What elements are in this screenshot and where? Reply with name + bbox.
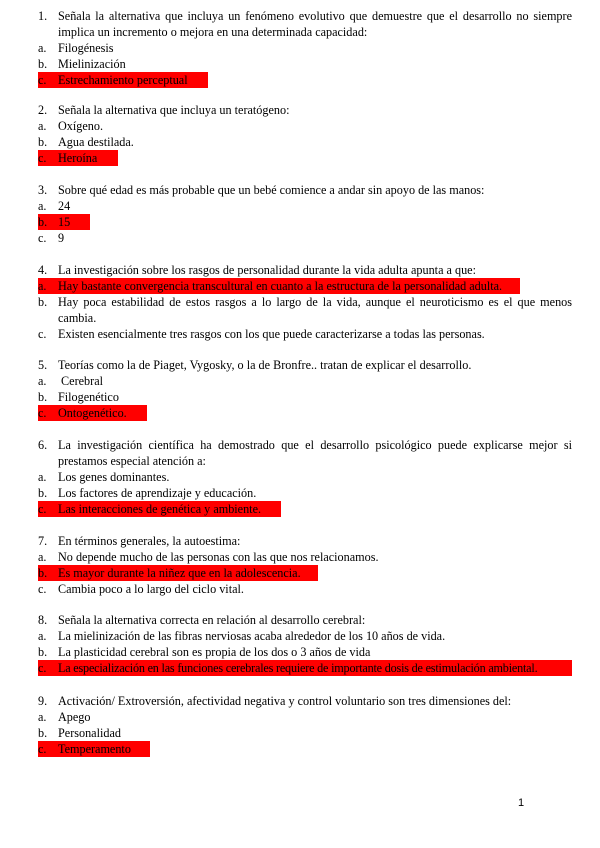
option-letter: a. bbox=[38, 470, 47, 484]
question-4 bbox=[38, 262, 572, 342]
option-c-highlighted bbox=[38, 405, 147, 421]
option-b bbox=[38, 725, 572, 741]
question-1 bbox=[38, 8, 572, 88]
option-a bbox=[38, 628, 572, 644]
option-letter: a. bbox=[38, 279, 47, 293]
option-letter: a. bbox=[38, 550, 47, 564]
option-c bbox=[38, 581, 572, 597]
option-text: Es mayor durante la niñez que en la adolescencia. bbox=[58, 566, 301, 580]
option-letter: b. bbox=[38, 215, 48, 229]
question-text: Señala la alternativa que incluya un fenómeno evolutivo que demuestre que el desarrollo no siempre implica un incremento o mejora en una determinada capacidad: bbox=[58, 9, 572, 39]
option-text: La mielinización de las fibras nerviosas acaba alrededor de los 10 años de vida. bbox=[58, 629, 446, 643]
option-c bbox=[38, 230, 572, 246]
option-text: 24 bbox=[58, 199, 71, 213]
question-text: Señala la alternativa correcta en relación al desarrollo cerebral: bbox=[58, 613, 366, 627]
question-stem bbox=[38, 182, 572, 198]
option-a-highlighted bbox=[38, 278, 520, 294]
option-b-highlighted bbox=[38, 565, 318, 581]
option-c-highlighted bbox=[38, 150, 118, 166]
option-text: Cerebral bbox=[58, 374, 104, 388]
question-text: En términos generales, la autoestima: bbox=[58, 534, 241, 548]
option-letter: b. bbox=[38, 566, 48, 580]
option-c bbox=[38, 326, 572, 342]
option-text: La especialización en las funciones cerebrales requiere de importante dosis de estimulación ambiental. bbox=[58, 661, 538, 675]
option-text: Filogenético bbox=[58, 390, 119, 404]
option-a bbox=[38, 709, 572, 725]
option-b bbox=[38, 56, 572, 72]
option-text: La plasticidad cerebral son es propia de los dos o 3 años de vida bbox=[58, 645, 371, 659]
option-letter: c. bbox=[38, 327, 47, 341]
option-letter: c. bbox=[38, 73, 47, 87]
option-letter: b. bbox=[38, 57, 48, 71]
question-stem bbox=[38, 693, 572, 709]
question-number: 3. bbox=[38, 183, 48, 197]
question-text: Sobre qué edad es más probable que un bebé comience a andar sin apoyo de las manos: bbox=[58, 183, 485, 197]
option-b-highlighted bbox=[38, 214, 90, 230]
option-text: Apego bbox=[58, 710, 91, 724]
question-number: 9. bbox=[38, 694, 48, 708]
option-b bbox=[38, 644, 572, 660]
question-9 bbox=[38, 693, 572, 757]
option-letter: c. bbox=[38, 231, 47, 245]
question-stem bbox=[38, 533, 572, 549]
option-text: Filogénesis bbox=[58, 41, 114, 55]
option-text: Hay poca estabilidad de estos rasgos a lo largo de la vida, aunque el neuroticismo es el que menos cambia. bbox=[58, 295, 572, 325]
option-a bbox=[38, 198, 572, 214]
question-3 bbox=[38, 182, 572, 246]
option-letter: b. bbox=[38, 390, 48, 404]
question-number: 5. bbox=[38, 358, 48, 372]
option-text: Ontogenético. bbox=[58, 406, 127, 420]
option-letter: a. bbox=[38, 629, 47, 643]
option-text: Hay bastante convergencia transcultural en cuanto a la estructura de la personalidad adulta. bbox=[58, 279, 503, 293]
page-number: 1 bbox=[518, 797, 525, 809]
question-5 bbox=[38, 357, 572, 421]
question-stem bbox=[38, 102, 572, 118]
option-a bbox=[38, 373, 572, 389]
question-stem bbox=[38, 612, 572, 628]
question-stem bbox=[38, 437, 572, 469]
option-letter: b. bbox=[38, 726, 48, 740]
question-text: Activación/ Extroversión, afectividad negativa y control voluntario son tres dimensiones del: bbox=[58, 694, 512, 708]
option-text: Cambia poco a lo largo del ciclo vital. bbox=[58, 582, 244, 596]
option-text: Heroína bbox=[58, 151, 98, 165]
question-7 bbox=[38, 533, 572, 597]
option-c-highlighted bbox=[38, 741, 150, 757]
option-text: Mielinización bbox=[58, 57, 126, 71]
option-text: Existen esencialmente tres rasgos con los que puede caracterizarse a todas las personas. bbox=[58, 327, 485, 341]
option-text: Estrechamiento perceptual bbox=[58, 73, 188, 87]
option-a bbox=[38, 40, 572, 56]
option-letter: c. bbox=[38, 151, 47, 165]
option-text: Las interacciones de genética y ambiente. bbox=[58, 502, 262, 516]
question-text: La investigación sobre los rasgos de personalidad durante la vida adulta apunta a que: bbox=[58, 263, 476, 277]
question-stem bbox=[38, 262, 572, 278]
option-c-highlighted bbox=[38, 501, 281, 517]
question-number: 1. bbox=[38, 9, 48, 23]
option-c-highlighted bbox=[38, 660, 572, 676]
option-letter: c. bbox=[38, 742, 47, 756]
option-b bbox=[38, 134, 572, 150]
question-stem bbox=[38, 8, 572, 40]
question-text: Señala la alternativa que incluya un teratógeno: bbox=[58, 103, 290, 117]
option-text: 9 bbox=[58, 231, 65, 245]
option-c-highlighted bbox=[38, 72, 208, 88]
option-a bbox=[38, 549, 572, 565]
option-letter: c. bbox=[38, 582, 47, 596]
question-number: 6. bbox=[38, 438, 48, 452]
option-letter: c. bbox=[38, 406, 47, 420]
option-letter: b. bbox=[38, 486, 48, 500]
option-a bbox=[38, 469, 572, 485]
option-b bbox=[38, 389, 572, 405]
option-text: No depende mucho de las personas con las que nos relacionamos. bbox=[58, 550, 379, 564]
question-8 bbox=[38, 612, 572, 676]
option-text: 15 bbox=[58, 215, 71, 229]
question-number: 8. bbox=[38, 613, 48, 627]
question-6 bbox=[38, 437, 572, 517]
option-text: Agua destilada. bbox=[58, 135, 134, 149]
question-number: 4. bbox=[38, 263, 48, 277]
option-text: Oxígeno. bbox=[58, 119, 104, 133]
question-text: La investigación científica ha demostrado que el desarrollo psicológico puede explicarse mejor si prestamos especial atención a: bbox=[58, 438, 572, 468]
option-letter: b. bbox=[38, 135, 48, 149]
option-letter: b. bbox=[38, 295, 48, 309]
question-number: 2. bbox=[38, 103, 48, 117]
option-letter: b. bbox=[38, 645, 48, 659]
option-text: Los genes dominantes. bbox=[58, 470, 170, 484]
option-letter: a. bbox=[38, 41, 47, 55]
option-text: Personalidad bbox=[58, 726, 121, 740]
option-text: Los factores de aprendizaje y educación. bbox=[58, 486, 257, 500]
option-letter: a. bbox=[38, 710, 47, 724]
question-text: Teorías como la de Piaget, Vygosky, o la de Bronfre.. tratan de explicar el desarrollo. bbox=[58, 358, 472, 372]
option-letter: c. bbox=[38, 502, 47, 516]
option-b bbox=[38, 485, 572, 501]
question-stem bbox=[38, 357, 572, 373]
option-a bbox=[38, 118, 572, 134]
option-letter: c. bbox=[38, 661, 47, 675]
question-number: 7. bbox=[38, 534, 48, 548]
option-text: Temperamento bbox=[58, 742, 131, 756]
question-2 bbox=[38, 102, 572, 166]
option-letter: a. bbox=[38, 374, 47, 388]
option-letter: a. bbox=[38, 119, 47, 133]
option-b bbox=[38, 294, 572, 326]
option-letter: a. bbox=[38, 199, 47, 213]
